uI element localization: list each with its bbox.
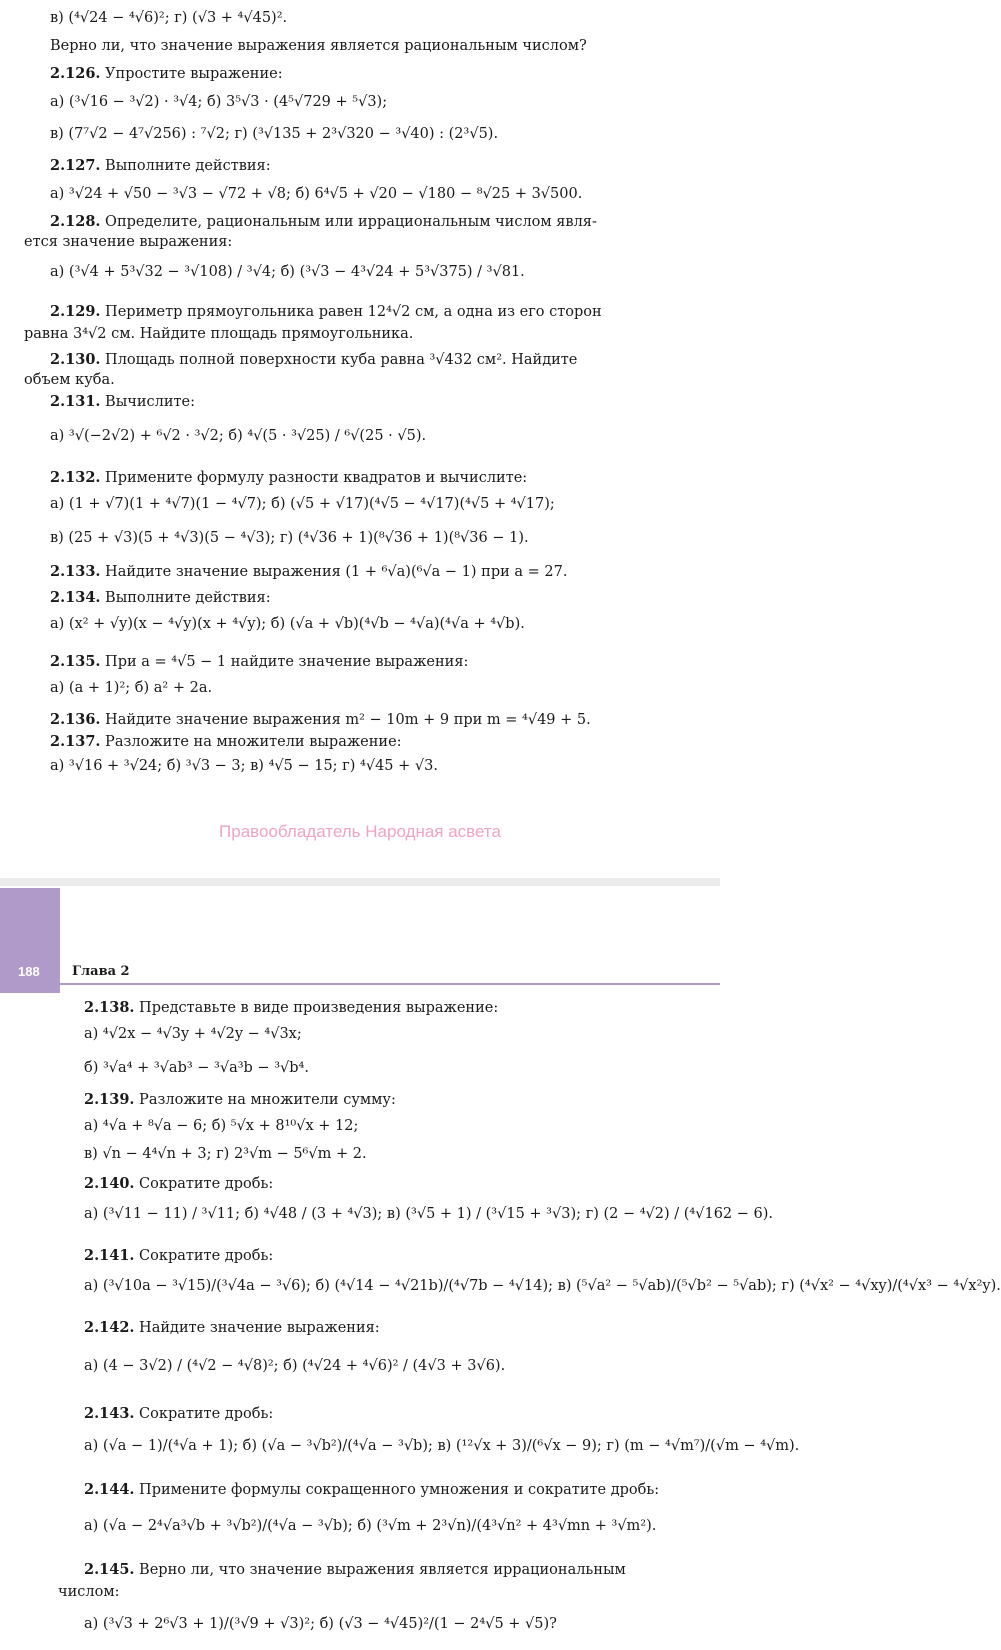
exercise-heading: [84, 1560, 626, 1580]
exercise-heading: [50, 652, 468, 672]
text-line: [84, 1516, 656, 1536]
exercise-number: 2.134.: [50, 589, 101, 606]
text-line: [84, 1204, 773, 1224]
line-text: а) (³√10a − ³√15)/(³√4a − ³√6); б) (⁴√14 − ⁴√21b)/(⁴√7b − ⁴√14); в) (⁵√a² − ⁵√ab)/(⁵√b² − ⁵√ab); г) (⁴√x² − ⁴√xy)/(⁴√x³ − ⁴√x²y).: [84, 1278, 1001, 1294]
exercise-number: 2.137.: [50, 733, 101, 750]
line-text: а) ³√(−2√2) + ⁶√2 · ³√2; б) ⁴√(5 · ³√25) / ⁶√(25 · √5).: [50, 428, 427, 444]
line-text: Найдите значение выражения m² − 10m + 9 при m = ⁴√49 + 5.: [100, 712, 591, 728]
header-rule: [0, 983, 720, 985]
text-line: [84, 1436, 799, 1456]
line-text: а) (√a − 2⁴√a³√b + ³√b²)/(⁴√a − ³√b); б) (³√m + 2³√n)/(4³√n² + 4³√mn + ³√m²).: [84, 1518, 657, 1534]
exercise-number: 2.143.: [84, 1405, 135, 1422]
text-line: [50, 494, 555, 514]
page-top: [0, 0, 720, 880]
line-text: а) ³√24 + √50 − ³√3 − √72 + √8; б) 6⁴√5 + √20 − √180 − ⁸√25 + 3√500.: [50, 186, 583, 202]
exercise-heading: [50, 64, 283, 84]
line-text: а) (√a − 1)/(⁴√a + 1); б) (√a − ³√b²)/(⁴√a − ³√b); в) (¹²√x + 3)/(⁶√x − 9); г) (m − ⁴√m⁷)/(√m − ⁴√m).: [84, 1438, 800, 1454]
exercise-heading: [50, 710, 591, 730]
line-text: Периметр прямоугольника равен 12⁴√2 см, а одна из его сторон: [100, 304, 602, 320]
line-text: а) (a + 1)²; б) a² + 2a.: [50, 680, 213, 696]
text-line: [50, 262, 525, 282]
exercise-number: 2.133.: [50, 563, 101, 580]
text-line: [50, 8, 287, 28]
exercise-heading: [50, 350, 577, 370]
text-line: [50, 678, 212, 698]
exercise-number: 2.126.: [50, 65, 101, 82]
text-line: [84, 1144, 367, 1164]
text-line: [84, 1276, 1001, 1296]
exercise-number: 2.132.: [50, 469, 101, 486]
line-text: Упростите выражение:: [100, 66, 283, 82]
line-text: Примените формулы сокращенного умножения и сократите дробь:: [134, 1482, 660, 1498]
line-text: Найдите значение выражения:: [134, 1320, 380, 1336]
line-text: а) (³√4 + 5³√32 − ³√108) / ³√4; б) (³√3 − 4³√24 + 5³√375) / ³√81.: [50, 264, 525, 280]
exercise-heading: [84, 1480, 659, 1500]
line-text: а) ⁴√2x − ⁴√3y + ⁴√2y − ⁴√3x;: [84, 1026, 302, 1042]
line-text: Выполните действия:: [100, 158, 271, 174]
line-text: При a = ⁴√5 − 1 найдите значение выражения:: [100, 654, 469, 670]
line-text: Найдите значение выражения (1 + ⁶√a)(⁶√a − 1) при a = 27.: [100, 564, 568, 580]
text-line: [50, 92, 387, 112]
exercise-number: 2.136.: [50, 711, 101, 728]
line-text: в) (⁴√24 − ⁴√6)²; г) (√3 + ⁴√45)².: [50, 10, 288, 26]
line-text: а) (³√3 + 2⁶√3 + 1)/(³√9 + √3)²; б) (√3 − ⁴√45)²/(1 − 2⁴√5 + √5)?: [84, 1616, 557, 1632]
exercise-number: 2.139.: [84, 1091, 135, 1108]
line-text: а) ⁴√a + ⁸√a − 6; б) ⁵√x + 8¹⁰√x + 12;: [84, 1118, 359, 1134]
line-text: ется значение выражения:: [24, 234, 233, 250]
exercise-heading: [50, 156, 271, 176]
line-text: Вычислите:: [100, 394, 195, 410]
line-text: Выполните действия:: [100, 590, 271, 606]
exercise-heading: [84, 1090, 396, 1110]
exercise-heading: [50, 212, 597, 232]
exercise-number: 2.140.: [84, 1175, 135, 1192]
exercise-heading: [84, 998, 498, 1018]
line-text: Верно ли, что значение выражения является рациональным числом?: [50, 38, 587, 54]
line-text: объем куба.: [24, 372, 115, 388]
text-line: [50, 184, 582, 204]
exercise-heading: [84, 1174, 273, 1194]
line-text: равна 3⁴√2 см. Найдите площадь прямоугольника.: [24, 326, 414, 342]
line-text: Примените формулу разности квадратов и вычислите:: [100, 470, 528, 486]
line-text: числом:: [58, 1584, 120, 1600]
text-line: [50, 426, 426, 446]
line-text: б) ³√a⁴ + ³√ab³ − ³√a³b − ³√b⁴.: [84, 1060, 309, 1076]
exercise-heading: [84, 1404, 273, 1424]
exercise-number: 2.145.: [84, 1561, 135, 1578]
exercise-heading: [50, 588, 271, 608]
text-line: [50, 756, 438, 776]
line-text: а) (³√11 − 11) / ³√11; б) ⁴√48 / (3 + ⁴√3); в) (³√5 + 1) / (³√15 + ³√3); г) (2 − ⁴√2) / (⁴√162 − 6).: [84, 1206, 773, 1222]
exercise-number: 2.141.: [84, 1247, 135, 1264]
page-bottom: [0, 880, 1001, 1650]
exercise-number: 2.128.: [50, 213, 101, 230]
line-text: Сократите дробь:: [134, 1176, 274, 1192]
line-text: а) (4 − 3√2) / (⁴√2 − ⁴√8)²; б) (⁴√24 + ⁴√6)² / (4√3 + 3√6).: [84, 1358, 506, 1374]
line-text: в) (25 + √3)(5 + ⁴√3)(5 − ⁴√3); г) (⁴√36 + 1)(⁸√36 + 1)(⁸√36 − 1).: [50, 530, 529, 546]
exercise-number: 2.138.: [84, 999, 135, 1016]
exercise-number: 2.144.: [84, 1481, 135, 1498]
exercise-number: 2.130.: [50, 351, 101, 368]
chapter-title: Глава 2: [72, 964, 130, 979]
line-text: Определите, рациональным или иррациональным числом явля-: [100, 214, 597, 230]
line-text: а) (x² + √y)(x − ⁴√y)(x + ⁴√y); б) (√a + √b)(⁴√b − ⁴√a)(⁴√a + ⁴√b).: [50, 616, 525, 632]
exercise-number: 2.142.: [84, 1319, 135, 1336]
text-line: [84, 1058, 309, 1078]
line-text: Сократите дробь:: [134, 1248, 274, 1264]
exercise-number: 2.131.: [50, 393, 101, 410]
text-line: [84, 1116, 358, 1136]
exercise-number: 2.135.: [50, 653, 101, 670]
text-line: [84, 1356, 505, 1376]
line-text: Верно ли, что значение выражения является иррациональным: [134, 1562, 626, 1578]
exercise-heading: [50, 732, 402, 752]
exercise-heading: [84, 1246, 273, 1266]
text-line: [50, 614, 525, 634]
line-text: Представьте в виде произведения выражение:: [134, 1000, 499, 1016]
page-number: 188: [18, 964, 40, 979]
text-line: [24, 324, 413, 344]
text-line: [84, 1614, 557, 1634]
text-line: [50, 528, 529, 548]
text-line: [58, 1582, 119, 1602]
line-text: в) √n − 4⁴√n + 3; г) 2³√m − 5⁶√m + 2.: [84, 1146, 367, 1162]
text-line: [50, 36, 587, 56]
line-text: Площадь полной поверхности куба равна ³√432 см². Найдите: [100, 352, 578, 368]
line-text: Разложите на множители сумму:: [134, 1092, 396, 1108]
exercise-heading: [84, 1318, 380, 1338]
line-text: Сократите дробь:: [134, 1406, 274, 1422]
exercise-heading: [50, 468, 527, 488]
text-line: [84, 1024, 302, 1044]
text-line: [24, 370, 115, 390]
exercise-heading: [50, 392, 195, 412]
line-text: в) (7⁷√2 − 4⁷√256) : ⁷√2; г) (³√135 + 2³√320 − ³√40) : (2³√5).: [50, 126, 499, 142]
line-text: а) ³√16 + ³√24; б) ³√3 − 3; в) ⁴√5 − 15; г) ⁴√45 + √3.: [50, 758, 438, 774]
exercise-heading: [50, 562, 567, 582]
line-text: а) (³√16 − ³√2) · ³√4; б) 3⁵√3 · (4⁵√729 + ⁵√3);: [50, 94, 388, 110]
exercise-number: 2.129.: [50, 303, 101, 320]
line-text: а) (1 + √7)(1 + ⁴√7)(1 − ⁴√7); б) (√5 + √17)(⁴√5 − ⁴√17)(⁴√5 + ⁴√17);: [50, 496, 555, 512]
exercise-heading: [50, 302, 602, 322]
text-line: [24, 232, 232, 252]
line-text: Разложите на множители выражение:: [100, 734, 402, 750]
watermark: Правообладатель Народная асвета: [219, 822, 501, 841]
text-line: [50, 124, 498, 144]
exercise-number: 2.127.: [50, 157, 101, 174]
